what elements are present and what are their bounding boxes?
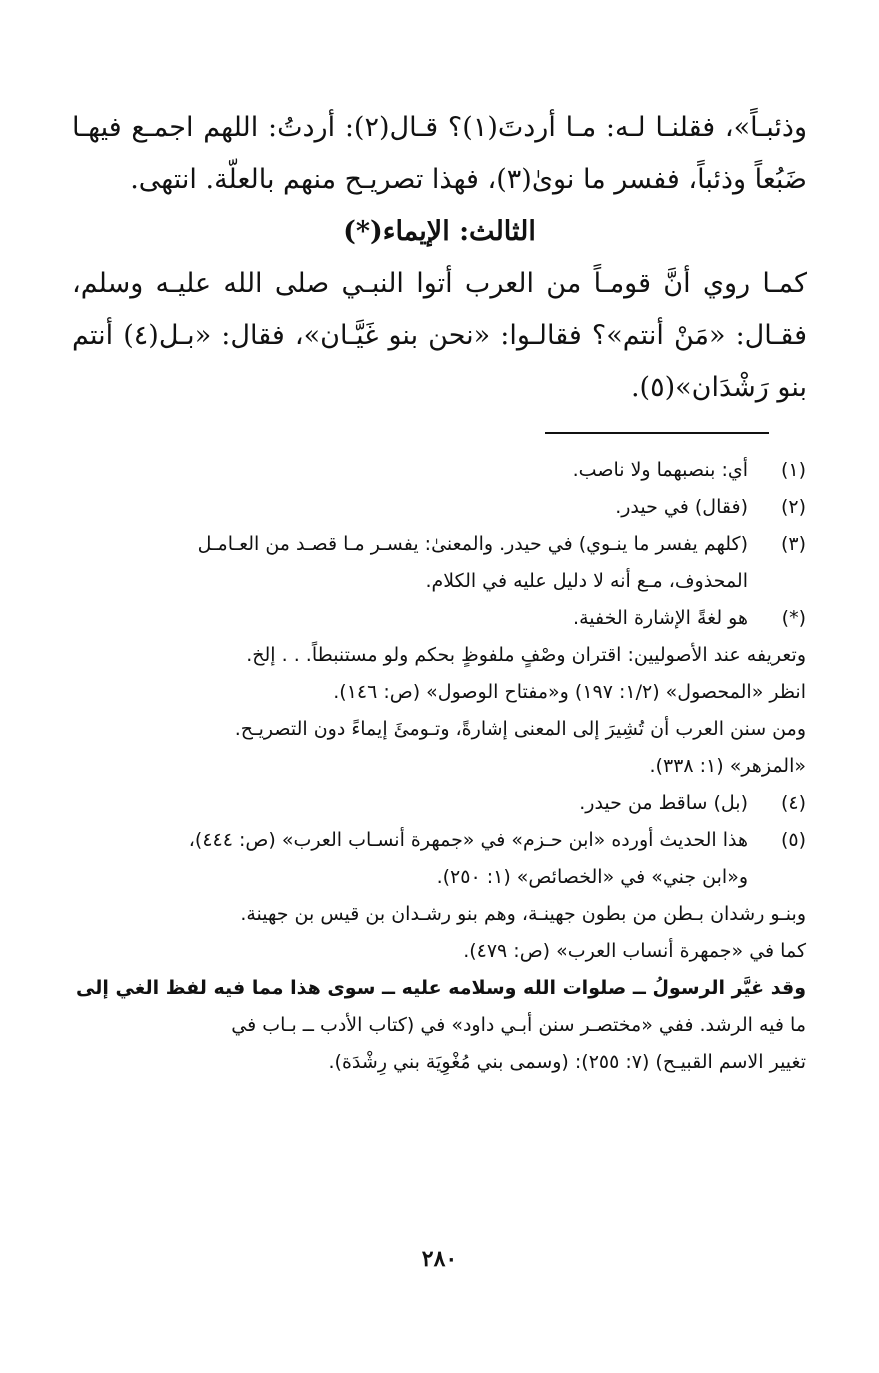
footnote-line: كما في «جمهرة أنساب العرب» (ص: ٤٧٩). xyxy=(463,940,806,962)
main-text xyxy=(72,102,807,414)
paragraph-1: وذئبـاً»، فقلنـا لـه: مـا أردتَ(١)؟ قـال(٢): أردتُ: اللهم اجمـع فيهـا ضَبُعاً وذئباً، ففسر ما نوىٰ(٣)، فهذا تصريـح منهم بالعلّة. انتهى. xyxy=(72,112,807,195)
footnote-line: وتعريفه عند الأصوليين: اقتران وصْفٍ ملفوظٍ بحكم ولو مستنبطاً. . . إلخ. xyxy=(246,644,806,666)
footnote xyxy=(74,526,806,600)
paragraph-2: كمـا روي أنَّ قومـاً من العرب أتوا النبـي صلى الله عليـه وسلم، فقـال: «مَنْ أنتم»؟ فقالـوا: «نحن بنو غَيَّـان»، فقال: «بـل(٤) أنتم بنو رَشْدَان»(٥). xyxy=(72,268,807,403)
footnote-number: (٥) xyxy=(780,829,806,851)
footnote-number: (٤) xyxy=(780,792,806,814)
footnote-line: ما فيه الرشد. ففي «مختصـر سنن أبـي داود» في (كتاب الأدب ــ بـاب في xyxy=(231,1014,806,1036)
footnote-line: وبنـو رشدان بـطن من بطون جهينـة، وهم بنو رشـدان بن قيس بن جهينة. xyxy=(240,903,806,925)
footnote-line: هذا الحديث أورده «ابن حـزم» في «جمهرة أنسـاب العرب» (ص: ٤٤٤)، xyxy=(188,829,748,851)
footnote-body xyxy=(74,822,748,896)
footnotes xyxy=(74,452,806,1081)
footnote-body xyxy=(74,489,748,526)
footnote-line: (فقال) في حيدر. xyxy=(615,496,748,518)
footnote-number: (١) xyxy=(780,459,806,481)
footnote-line: «المزهر» (١: ٣٣٨). xyxy=(649,755,806,777)
footnote-line: المحذوف، مـع أنه لا دليل عليه في الكلام. xyxy=(425,570,748,592)
footnote xyxy=(74,600,806,637)
footnote xyxy=(74,452,806,489)
footnote-line: (بل) ساقط من حيدر. xyxy=(579,792,748,814)
footnote xyxy=(74,785,806,822)
footnote-line: و«ابن جني» في «الخصائص» (١: ٢٥٠). xyxy=(436,866,748,888)
footnote-continuation xyxy=(74,896,806,1081)
footnote-body xyxy=(74,452,748,489)
footnote-line: هو لغةً الإشارة الخفية. xyxy=(573,607,748,629)
footnote-number: (٣) xyxy=(780,533,806,555)
page-number: ٢٨٠ xyxy=(421,1246,458,1272)
footnote-continuation xyxy=(74,637,806,785)
footnote-line: ومن سنن العرب أن تُشِيرَ إلى المعنى إشارةً، وتـومئَ إيماءً دون التصريـح. xyxy=(234,718,806,740)
footnote-line: وقد غيَّر الرسولُ ــ صلوات الله وسلامه عليه ــ سوى هذا مما فيه لفظ الغي إلى xyxy=(76,977,806,999)
footnote-body xyxy=(74,526,748,600)
footnote xyxy=(74,489,806,526)
footnote-body xyxy=(74,785,748,822)
footnote-separator xyxy=(545,432,769,434)
footnote-line: أي: بنصبهما ولا ناصب. xyxy=(572,459,748,481)
footnote-line: انظر «المحصول» (١/٢: ١٩٧) و«مفتاح الوصول» (ص: ١٤٦). xyxy=(333,681,806,703)
footnote xyxy=(74,822,806,896)
footnote-number: (*) xyxy=(781,607,806,629)
footnote-line: تغيير الاسم القبيـح) (٧: ٢٥٥): (وسمى بني مُغْوِيَة بني رِشْدَة). xyxy=(328,1051,806,1073)
footnote-line: (كلهم يفسر ما ينـوي) في حيدر. والمعنىٰ: يفسـر مـا قصـد من العـامـل xyxy=(197,533,748,555)
section-heading: الثالث: الإيماء(*) xyxy=(343,216,536,247)
footnote-body xyxy=(74,600,748,637)
footnote-number: (٢) xyxy=(780,496,806,518)
